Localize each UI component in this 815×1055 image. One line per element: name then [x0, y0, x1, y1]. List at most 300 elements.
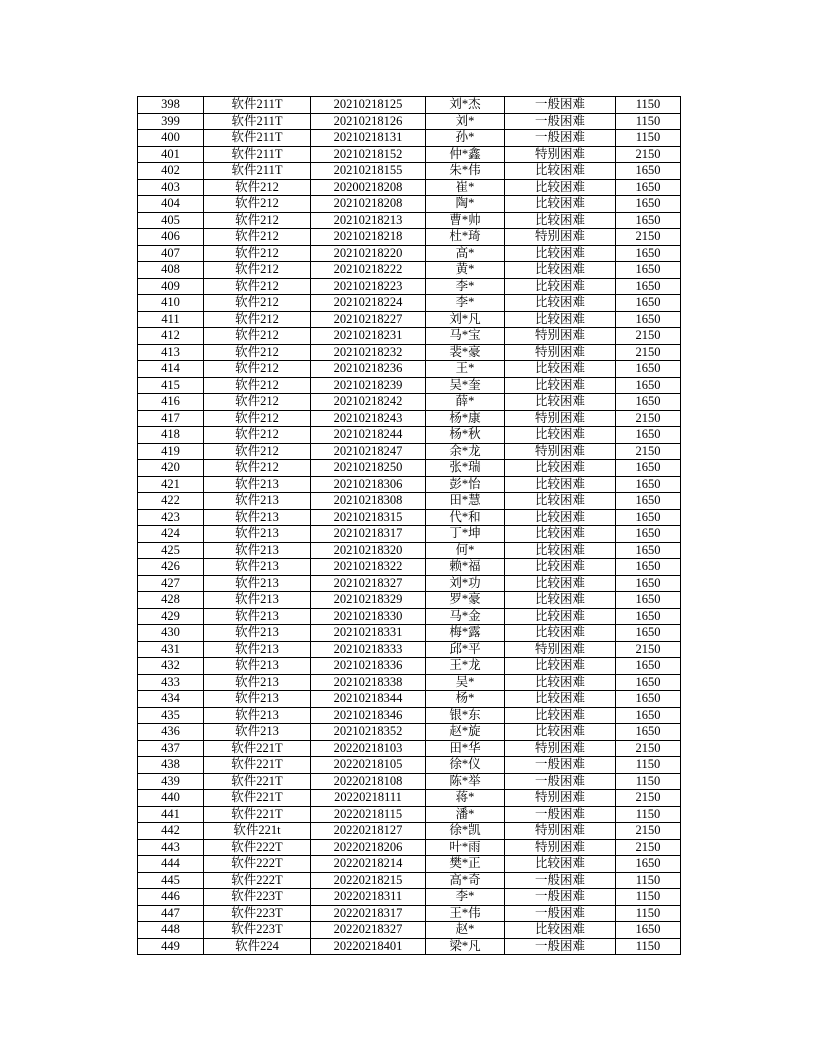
class-cell: 软件221T — [204, 790, 311, 807]
table-row — [138, 674, 681, 691]
name-cell: 高*奇 — [426, 872, 505, 889]
table-row — [138, 410, 681, 427]
student-id-cell: 20210218330 — [311, 608, 426, 625]
amount-cell: 1650 — [616, 509, 681, 526]
student-id-cell: 20210218243 — [311, 410, 426, 427]
name-cell: 孙* — [426, 130, 505, 147]
row-number-cell: 439 — [138, 773, 204, 790]
amount-cell: 1150 — [616, 113, 681, 130]
class-cell: 软件212 — [204, 295, 311, 312]
class-cell: 软件213 — [204, 724, 311, 741]
difficulty-level-cell: 一般困难 — [505, 130, 616, 147]
student-id-cell: 20210218306 — [311, 476, 426, 493]
class-cell: 软件211T — [204, 163, 311, 180]
table-row — [138, 608, 681, 625]
student-id-cell: 20210218344 — [311, 691, 426, 708]
table-row — [138, 839, 681, 856]
row-number-cell: 435 — [138, 707, 204, 724]
difficulty-level-cell: 比较困难 — [505, 608, 616, 625]
difficulty-level-cell: 一般困难 — [505, 806, 616, 823]
name-cell: 田*华 — [426, 740, 505, 757]
student-id-cell: 20220218108 — [311, 773, 426, 790]
table-row — [138, 295, 681, 312]
row-number-cell: 440 — [138, 790, 204, 807]
class-cell: 软件222T — [204, 856, 311, 873]
difficulty-level-cell: 特别困难 — [505, 229, 616, 246]
student-id-cell: 20210218242 — [311, 394, 426, 411]
name-cell: 刘*凡 — [426, 311, 505, 328]
difficulty-level-cell: 比较困难 — [505, 707, 616, 724]
class-cell: 软件223T — [204, 905, 311, 922]
student-id-cell: 20220218317 — [311, 905, 426, 922]
student-id-cell: 20210218224 — [311, 295, 426, 312]
table-row — [138, 823, 681, 840]
class-cell: 软件212 — [204, 311, 311, 328]
difficulty-level-cell: 一般困难 — [505, 757, 616, 774]
amount-cell: 1150 — [616, 872, 681, 889]
name-cell: 樊*正 — [426, 856, 505, 873]
table-row — [138, 740, 681, 757]
table-row — [138, 311, 681, 328]
student-id-cell: 20220218115 — [311, 806, 426, 823]
class-cell: 软件221T — [204, 740, 311, 757]
table-row — [138, 179, 681, 196]
class-cell: 软件212 — [204, 278, 311, 295]
name-cell: 陶* — [426, 196, 505, 213]
difficulty-level-cell: 比较困难 — [505, 262, 616, 279]
table-row — [138, 889, 681, 906]
amount-cell: 1650 — [616, 427, 681, 444]
difficulty-level-cell: 特别困难 — [505, 443, 616, 460]
class-cell: 软件221t — [204, 823, 311, 840]
amount-cell: 1650 — [616, 922, 681, 939]
class-cell: 软件213 — [204, 575, 311, 592]
class-cell: 软件212 — [204, 410, 311, 427]
row-number-cell: 446 — [138, 889, 204, 906]
class-cell: 软件212 — [204, 262, 311, 279]
name-cell: 朱*伟 — [426, 163, 505, 180]
amount-cell: 1650 — [616, 394, 681, 411]
difficulty-level-cell: 特别困难 — [505, 740, 616, 757]
name-cell: 刘* — [426, 113, 505, 130]
student-id-cell: 20210218155 — [311, 163, 426, 180]
difficulty-level-cell: 特别困难 — [505, 823, 616, 840]
class-cell: 软件212 — [204, 179, 311, 196]
amount-cell: 1150 — [616, 938, 681, 955]
row-number-cell: 447 — [138, 905, 204, 922]
class-cell: 软件212 — [204, 212, 311, 229]
amount-cell: 1650 — [616, 196, 681, 213]
table-row — [138, 460, 681, 477]
row-number-cell: 423 — [138, 509, 204, 526]
difficulty-level-cell: 比较困难 — [505, 377, 616, 394]
name-cell: 张*瑞 — [426, 460, 505, 477]
class-cell: 软件212 — [204, 245, 311, 262]
class-cell: 软件212 — [204, 427, 311, 444]
class-cell: 软件213 — [204, 674, 311, 691]
row-number-cell: 442 — [138, 823, 204, 840]
class-cell: 软件211T — [204, 146, 311, 163]
row-number-cell: 428 — [138, 592, 204, 609]
student-id-cell: 20210218247 — [311, 443, 426, 460]
difficulty-level-cell: 一般困难 — [505, 889, 616, 906]
difficulty-level-cell: 比较困难 — [505, 856, 616, 873]
table-row — [138, 328, 681, 345]
name-cell: 叶*雨 — [426, 839, 505, 856]
student-id-cell: 20210218239 — [311, 377, 426, 394]
row-number-cell: 432 — [138, 658, 204, 675]
row-number-cell: 444 — [138, 856, 204, 873]
name-cell: 王*伟 — [426, 905, 505, 922]
row-number-cell: 420 — [138, 460, 204, 477]
difficulty-level-cell: 比较困难 — [505, 493, 616, 510]
difficulty-level-cell: 比较困难 — [505, 526, 616, 543]
name-cell: 赖*福 — [426, 559, 505, 576]
row-number-cell: 427 — [138, 575, 204, 592]
student-id-cell: 20210218131 — [311, 130, 426, 147]
amount-cell: 2150 — [616, 229, 681, 246]
student-id-cell: 20210218250 — [311, 460, 426, 477]
row-number-cell: 401 — [138, 146, 204, 163]
difficulty-level-cell: 比较困难 — [505, 509, 616, 526]
class-cell: 软件212 — [204, 460, 311, 477]
student-id-cell: 20210218331 — [311, 625, 426, 642]
table-row — [138, 856, 681, 873]
student-aid-table — [137, 96, 681, 955]
difficulty-level-cell: 特别困难 — [505, 839, 616, 856]
difficulty-level-cell: 特别困难 — [505, 344, 616, 361]
table-row — [138, 245, 681, 262]
student-id-cell: 20210218208 — [311, 196, 426, 213]
student-id-cell: 20200218208 — [311, 179, 426, 196]
table-body — [138, 97, 681, 955]
row-number-cell: 434 — [138, 691, 204, 708]
class-cell: 软件213 — [204, 559, 311, 576]
row-number-cell: 437 — [138, 740, 204, 757]
difficulty-level-cell: 比较困难 — [505, 922, 616, 939]
name-cell: 代*和 — [426, 509, 505, 526]
class-cell: 软件213 — [204, 641, 311, 658]
amount-cell: 2150 — [616, 344, 681, 361]
difficulty-level-cell: 比较困难 — [505, 278, 616, 295]
difficulty-level-cell: 特别困难 — [505, 328, 616, 345]
student-id-cell: 20220218105 — [311, 757, 426, 774]
name-cell: 仲*鑫 — [426, 146, 505, 163]
class-cell: 软件213 — [204, 625, 311, 642]
name-cell: 蒋* — [426, 790, 505, 807]
name-cell: 赵*旋 — [426, 724, 505, 741]
amount-cell: 1650 — [616, 856, 681, 873]
table-row — [138, 394, 681, 411]
amount-cell: 2150 — [616, 443, 681, 460]
class-cell: 软件213 — [204, 509, 311, 526]
student-id-cell: 20210218317 — [311, 526, 426, 543]
student-id-cell: 20210218218 — [311, 229, 426, 246]
row-number-cell: 417 — [138, 410, 204, 427]
student-id-cell: 20210218232 — [311, 344, 426, 361]
difficulty-level-cell: 一般困难 — [505, 97, 616, 114]
table-row — [138, 427, 681, 444]
student-id-cell: 20210218320 — [311, 542, 426, 559]
name-cell: 潘* — [426, 806, 505, 823]
table-row — [138, 773, 681, 790]
name-cell: 彭*怡 — [426, 476, 505, 493]
row-number-cell: 445 — [138, 872, 204, 889]
student-id-cell: 20210218227 — [311, 311, 426, 328]
amount-cell: 1150 — [616, 97, 681, 114]
name-cell: 崔* — [426, 179, 505, 196]
amount-cell: 1650 — [616, 608, 681, 625]
class-cell: 软件213 — [204, 691, 311, 708]
class-cell: 软件212 — [204, 394, 311, 411]
name-cell: 邱*平 — [426, 641, 505, 658]
table-row — [138, 344, 681, 361]
amount-cell: 2150 — [616, 641, 681, 658]
student-id-cell: 20210218338 — [311, 674, 426, 691]
table-row — [138, 443, 681, 460]
class-cell: 软件212 — [204, 361, 311, 378]
row-number-cell: 411 — [138, 311, 204, 328]
row-number-cell: 403 — [138, 179, 204, 196]
row-number-cell: 436 — [138, 724, 204, 741]
difficulty-level-cell: 比较困难 — [505, 559, 616, 576]
difficulty-level-cell: 一般困难 — [505, 872, 616, 889]
amount-cell: 1650 — [616, 592, 681, 609]
table-row — [138, 641, 681, 658]
student-id-cell: 20210218213 — [311, 212, 426, 229]
difficulty-level-cell: 特别困难 — [505, 410, 616, 427]
row-number-cell: 433 — [138, 674, 204, 691]
difficulty-level-cell: 比较困难 — [505, 245, 616, 262]
student-id-cell: 20220218103 — [311, 740, 426, 757]
student-id-cell: 20220218214 — [311, 856, 426, 873]
name-cell: 刘*杰 — [426, 97, 505, 114]
row-number-cell: 426 — [138, 559, 204, 576]
student-id-cell: 20210218222 — [311, 262, 426, 279]
student-id-cell: 20210218329 — [311, 592, 426, 609]
student-id-cell: 20210218231 — [311, 328, 426, 345]
difficulty-level-cell: 比较困难 — [505, 179, 616, 196]
difficulty-level-cell: 一般困难 — [505, 773, 616, 790]
amount-cell: 1650 — [616, 278, 681, 295]
amount-cell: 1650 — [616, 245, 681, 262]
name-cell: 何* — [426, 542, 505, 559]
name-cell: 陈*举 — [426, 773, 505, 790]
table-row — [138, 559, 681, 576]
row-number-cell: 438 — [138, 757, 204, 774]
student-id-cell: 20220218127 — [311, 823, 426, 840]
class-cell: 软件212 — [204, 344, 311, 361]
row-number-cell: 399 — [138, 113, 204, 130]
row-number-cell: 414 — [138, 361, 204, 378]
name-cell: 徐*凯 — [426, 823, 505, 840]
row-number-cell: 424 — [138, 526, 204, 543]
table-row — [138, 790, 681, 807]
amount-cell: 2150 — [616, 790, 681, 807]
name-cell: 杜*琦 — [426, 229, 505, 246]
amount-cell: 2150 — [616, 839, 681, 856]
row-number-cell: 425 — [138, 542, 204, 559]
row-number-cell: 416 — [138, 394, 204, 411]
row-number-cell: 400 — [138, 130, 204, 147]
class-cell: 软件223T — [204, 889, 311, 906]
name-cell: 李* — [426, 295, 505, 312]
table-row — [138, 625, 681, 642]
class-cell: 软件213 — [204, 493, 311, 510]
difficulty-level-cell: 比较困难 — [505, 196, 616, 213]
table-row — [138, 542, 681, 559]
name-cell: 马*金 — [426, 608, 505, 625]
class-cell: 软件213 — [204, 526, 311, 543]
class-cell: 软件222T — [204, 872, 311, 889]
name-cell: 杨*秋 — [426, 427, 505, 444]
name-cell: 裴*豪 — [426, 344, 505, 361]
table-row — [138, 707, 681, 724]
amount-cell: 1650 — [616, 625, 681, 642]
name-cell: 田*慧 — [426, 493, 505, 510]
class-cell: 软件211T — [204, 97, 311, 114]
amount-cell: 1650 — [616, 212, 681, 229]
row-number-cell: 413 — [138, 344, 204, 361]
difficulty-level-cell: 比较困难 — [505, 724, 616, 741]
student-id-cell: 20210218125 — [311, 97, 426, 114]
row-number-cell: 429 — [138, 608, 204, 625]
row-number-cell: 418 — [138, 427, 204, 444]
amount-cell: 1650 — [616, 559, 681, 576]
row-number-cell: 398 — [138, 97, 204, 114]
row-number-cell: 415 — [138, 377, 204, 394]
difficulty-level-cell: 比较困难 — [505, 361, 616, 378]
amount-cell: 1650 — [616, 542, 681, 559]
difficulty-level-cell: 比较困难 — [505, 691, 616, 708]
class-cell: 软件211T — [204, 113, 311, 130]
table-row — [138, 493, 681, 510]
difficulty-level-cell: 比较困难 — [505, 592, 616, 609]
amount-cell: 1650 — [616, 526, 681, 543]
class-cell: 软件212 — [204, 229, 311, 246]
name-cell: 吴*奎 — [426, 377, 505, 394]
table-row — [138, 196, 681, 213]
class-cell: 软件223T — [204, 922, 311, 939]
amount-cell: 1650 — [616, 724, 681, 741]
difficulty-level-cell: 比较困难 — [505, 476, 616, 493]
table-row — [138, 905, 681, 922]
difficulty-level-cell: 特别困难 — [505, 146, 616, 163]
student-id-cell: 20210218236 — [311, 361, 426, 378]
row-number-cell: 410 — [138, 295, 204, 312]
student-id-cell: 20210218223 — [311, 278, 426, 295]
amount-cell: 1150 — [616, 757, 681, 774]
name-cell: 李* — [426, 889, 505, 906]
amount-cell: 1150 — [616, 806, 681, 823]
row-number-cell: 407 — [138, 245, 204, 262]
row-number-cell: 430 — [138, 625, 204, 642]
amount-cell: 1650 — [616, 691, 681, 708]
name-cell: 银*东 — [426, 707, 505, 724]
name-cell: 曹*帅 — [426, 212, 505, 229]
table-row — [138, 377, 681, 394]
name-cell: 高* — [426, 245, 505, 262]
class-cell: 软件213 — [204, 707, 311, 724]
row-number-cell: 402 — [138, 163, 204, 180]
row-number-cell: 422 — [138, 493, 204, 510]
amount-cell: 1150 — [616, 889, 681, 906]
name-cell: 马*宝 — [426, 328, 505, 345]
name-cell: 赵* — [426, 922, 505, 939]
name-cell: 梅*露 — [426, 625, 505, 642]
row-number-cell: 441 — [138, 806, 204, 823]
amount-cell: 1650 — [616, 361, 681, 378]
row-number-cell: 408 — [138, 262, 204, 279]
class-cell: 软件213 — [204, 542, 311, 559]
row-number-cell: 448 — [138, 922, 204, 939]
table-row — [138, 229, 681, 246]
name-cell: 杨*康 — [426, 410, 505, 427]
student-id-cell: 20210218346 — [311, 707, 426, 724]
table-row — [138, 922, 681, 939]
student-id-cell: 20210218333 — [311, 641, 426, 658]
amount-cell: 2150 — [616, 328, 681, 345]
student-id-cell: 20210218322 — [311, 559, 426, 576]
class-cell: 软件212 — [204, 377, 311, 394]
amount-cell: 2150 — [616, 146, 681, 163]
amount-cell: 1150 — [616, 773, 681, 790]
name-cell: 杨* — [426, 691, 505, 708]
amount-cell: 1650 — [616, 179, 681, 196]
difficulty-level-cell: 比较困难 — [505, 163, 616, 180]
name-cell: 罗*豪 — [426, 592, 505, 609]
table-row — [138, 163, 681, 180]
student-id-cell: 20220218215 — [311, 872, 426, 889]
amount-cell: 1650 — [616, 476, 681, 493]
table-row — [138, 806, 681, 823]
difficulty-level-cell: 一般困难 — [505, 938, 616, 955]
table-row — [138, 509, 681, 526]
amount-cell: 1650 — [616, 295, 681, 312]
name-cell: 梁*凡 — [426, 938, 505, 955]
table-row — [138, 575, 681, 592]
name-cell: 余*龙 — [426, 443, 505, 460]
amount-cell: 1650 — [616, 311, 681, 328]
student-id-cell: 20210218315 — [311, 509, 426, 526]
amount-cell: 1650 — [616, 575, 681, 592]
amount-cell: 1650 — [616, 674, 681, 691]
difficulty-level-cell: 一般困难 — [505, 113, 616, 130]
table-row — [138, 938, 681, 955]
amount-cell: 1150 — [616, 130, 681, 147]
row-number-cell: 412 — [138, 328, 204, 345]
class-cell: 软件213 — [204, 658, 311, 675]
name-cell: 薛* — [426, 394, 505, 411]
table-row — [138, 113, 681, 130]
student-id-cell: 20210218126 — [311, 113, 426, 130]
amount-cell: 1650 — [616, 163, 681, 180]
difficulty-level-cell: 比较困难 — [505, 658, 616, 675]
amount-cell: 2150 — [616, 823, 681, 840]
student-id-cell: 20210218244 — [311, 427, 426, 444]
class-cell: 软件213 — [204, 592, 311, 609]
difficulty-level-cell: 特别困难 — [505, 790, 616, 807]
difficulty-level-cell: 比较困难 — [505, 674, 616, 691]
difficulty-level-cell: 比较困难 — [505, 575, 616, 592]
difficulty-level-cell: 比较困难 — [505, 427, 616, 444]
class-cell: 软件221T — [204, 806, 311, 823]
table-row — [138, 658, 681, 675]
row-number-cell: 449 — [138, 938, 204, 955]
difficulty-level-cell: 比较困难 — [505, 311, 616, 328]
row-number-cell: 443 — [138, 839, 204, 856]
row-number-cell: 421 — [138, 476, 204, 493]
